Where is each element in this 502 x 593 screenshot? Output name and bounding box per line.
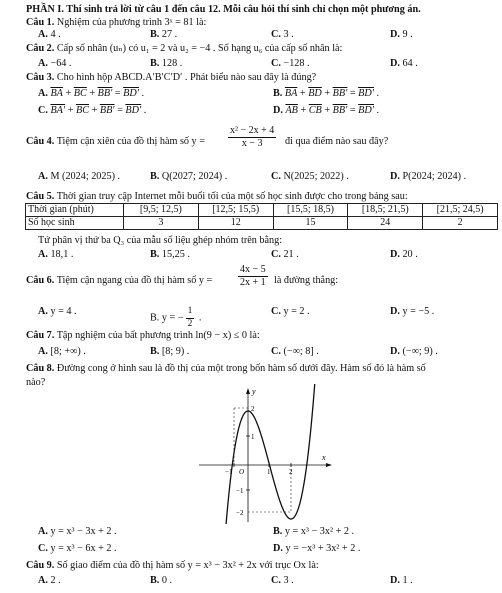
question-3: Câu 3. Cho hình hộp ABCD.A′B′C′D′ . Phát biểu nào sau đây là đúng?	[26, 72, 317, 83]
tick-label-y: 1	[251, 433, 255, 441]
q9-option-a[interactable]: A. 2 .	[38, 575, 61, 586]
table-cell: [12,5; 15,5)	[198, 204, 273, 217]
tick-label-y: −1	[236, 487, 244, 495]
q4-option-b[interactable]: B. Q(2027; 2024) .	[150, 171, 228, 182]
question-7: Câu 7. Tập nghiệm của bất phương trình ln(9 − x) ≤ 0 là:	[26, 330, 260, 341]
q5-option-b[interactable]: B. 15,25 .	[150, 249, 190, 260]
q3-option-b[interactable]: B. $\overline{BA} + \overline{BD} + BB' = BD'$ .	[273, 88, 380, 99]
question-4: Câu 4. Tiệm cận xiên của đồ thị hàm số y =	[26, 136, 205, 147]
table-cell: [15,5; 18,5)	[273, 204, 348, 217]
q6-option-c[interactable]: C. y = 2 .	[271, 306, 310, 317]
q6-fraction	[238, 265, 268, 288]
q5-option-d[interactable]: D. 20 .	[390, 249, 418, 260]
q4-post: đi qua điểm nào sau đây?	[285, 136, 389, 147]
table-row-time	[26, 204, 498, 217]
origin-label: O	[239, 468, 245, 476]
q7-option-d[interactable]: D. (−∞; 9) .	[390, 346, 438, 357]
q8-text-cont: nào?	[26, 377, 46, 388]
question-9: Câu 9. Số giao điểm của đồ thị hàm số y = x³ − 3x² + 2x với trục Ox là:	[26, 560, 319, 571]
q3-option-d[interactable]: D. $\overline{AB} + \overline{CB} + BB' = BD'$ .	[273, 105, 380, 116]
q8-graph	[196, 384, 336, 524]
q6-option-a[interactable]: A. y = 4 .	[38, 306, 77, 317]
tick-label-x: 1	[267, 468, 271, 476]
q3-option-a[interactable]: A. $\overline{BA} + \overline{BC} + BB' = BD'$ .	[38, 88, 145, 99]
q6-optb-den: 2	[187, 318, 193, 329]
q5-option-c[interactable]: C. 21 .	[271, 249, 299, 260]
q8-option-c[interactable]: C. y = x³ − 6x + 2 .	[38, 543, 117, 554]
tick-label-y: −2	[236, 509, 244, 517]
q2-option-a[interactable]: A. −64 .	[38, 58, 72, 69]
q1-option-d[interactable]: D. 9 .	[390, 29, 413, 40]
q2-option-b[interactable]: B. 128 .	[150, 58, 183, 69]
table-cell: 3	[124, 217, 199, 230]
table-cell: Thời gian (phút)	[26, 204, 124, 217]
q6-post: là đường thẳng:	[274, 275, 339, 286]
q6-option-b-label: B. y = −	[150, 312, 184, 324]
question-1: Câu 1. Nghiệm của phương trình 3ˣ = 81 là:	[26, 17, 207, 28]
q9-option-d[interactable]: D. 1 .	[390, 575, 413, 586]
q7-option-a[interactable]: A. [8; +∞) .	[38, 346, 86, 357]
q6-numerator: 4x − 5	[240, 264, 266, 275]
tick-label-y: 2	[251, 405, 255, 413]
q7-option-c[interactable]: C. (−∞; 8] .	[271, 346, 319, 357]
x-axis-arrow-icon	[326, 463, 332, 467]
data-table	[25, 203, 498, 230]
y-axis-arrow-icon	[246, 388, 250, 394]
q2-option-c[interactable]: C. −128 .	[271, 58, 310, 69]
q1-option-a[interactable]: A. 4 .	[38, 29, 61, 40]
ticks	[234, 436, 291, 490]
table-cell: 2	[423, 217, 498, 230]
graph-guides	[234, 408, 291, 512]
q4-option-c[interactable]: C. N(2025; 2022) .	[271, 171, 349, 182]
q6-option-d[interactable]: D. y = −5 .	[390, 306, 435, 317]
question-2: Câu 2. Cấp số nhân (uₙ) có u₁ = 2 và u₂ = −4 . Số hạng u₆ của cấp số nhân là:	[26, 43, 343, 54]
q4-option-a[interactable]: A. M (2024; 2025) .	[38, 171, 121, 182]
q5-option-a[interactable]: A. 18,1 .	[38, 249, 74, 260]
table-cell: 24	[348, 217, 423, 230]
q8-option-a[interactable]: A. y = x³ − 3x + 2 .	[38, 526, 117, 537]
section-header: PHẦN I. Thí sinh trả lời từ câu 1 đến câu 12. Mỗi câu hỏi thí sinh chỉ chọn một phương án.	[26, 4, 421, 15]
q4-fraction	[228, 126, 276, 149]
table-cell: 12	[198, 217, 273, 230]
question-8: Câu 8. Đường cong ở hình sau là đồ thị của một trong bốn hàm số dưới đây. Hàm số đó là hàm số	[26, 363, 426, 374]
q8-option-b[interactable]: B. y = x³ − 3x² + 2 .	[273, 526, 355, 537]
question-5: Câu 5. Thời gian truy cập Internet mỗi buổi tối của một số học sinh được cho trong bảng sau:	[26, 191, 408, 202]
table-cell: [18,5; 21,5)	[348, 204, 423, 217]
question-6: Câu 6. Tiệm cận ngang của đồ thị hàm số y =	[26, 275, 213, 286]
q9-option-b[interactable]: B. 0 .	[150, 575, 173, 586]
q6-option-b[interactable]: B. y = − $\frac{1}{2}$ .	[150, 306, 202, 329]
table-cell: 15	[273, 217, 348, 230]
q9-option-c[interactable]: C. 3 .	[271, 575, 294, 586]
x-axis-label: x	[322, 453, 326, 462]
y-axis-label: y	[252, 387, 256, 396]
tick-label-x: 2	[289, 468, 293, 476]
q6-denominator: 2x + 1	[240, 277, 266, 288]
table-cell: [21,5; 24,5)	[423, 204, 498, 217]
table-cell: [9,5; 12,5)	[124, 204, 199, 217]
table-row-count	[26, 217, 498, 230]
q3-option-c[interactable]: C. $BA' + \overline{BC} + BB' = BD'$ .	[38, 105, 147, 116]
q4-denominator: x − 3	[241, 138, 263, 149]
q6-option-b-fraction	[186, 307, 195, 329]
q6-optb-num: 1	[186, 307, 195, 319]
q5-subtext: Tứ phân vị thứ ba Q₃ của mẫu số liệu ghép nhóm trên bằng:	[38, 235, 283, 246]
function-curve	[221, 384, 315, 524]
q1-option-c[interactable]: C. 3 .	[271, 29, 294, 40]
q4-option-d[interactable]: D. P(2024; 2024) .	[390, 171, 467, 182]
q8-option-d[interactable]: D. y = −x³ + 3x² + 2 .	[273, 543, 361, 554]
q1-option-b[interactable]: B. 27 .	[150, 29, 178, 40]
q4-numerator: x² − 2x + 4	[230, 125, 275, 136]
tick-label-x: −1	[225, 468, 233, 476]
table-cell: Số học sinh	[26, 217, 124, 230]
q7-option-b[interactable]: B. [8; 9) .	[150, 346, 190, 357]
q2-option-d[interactable]: D. 64 .	[390, 58, 418, 69]
